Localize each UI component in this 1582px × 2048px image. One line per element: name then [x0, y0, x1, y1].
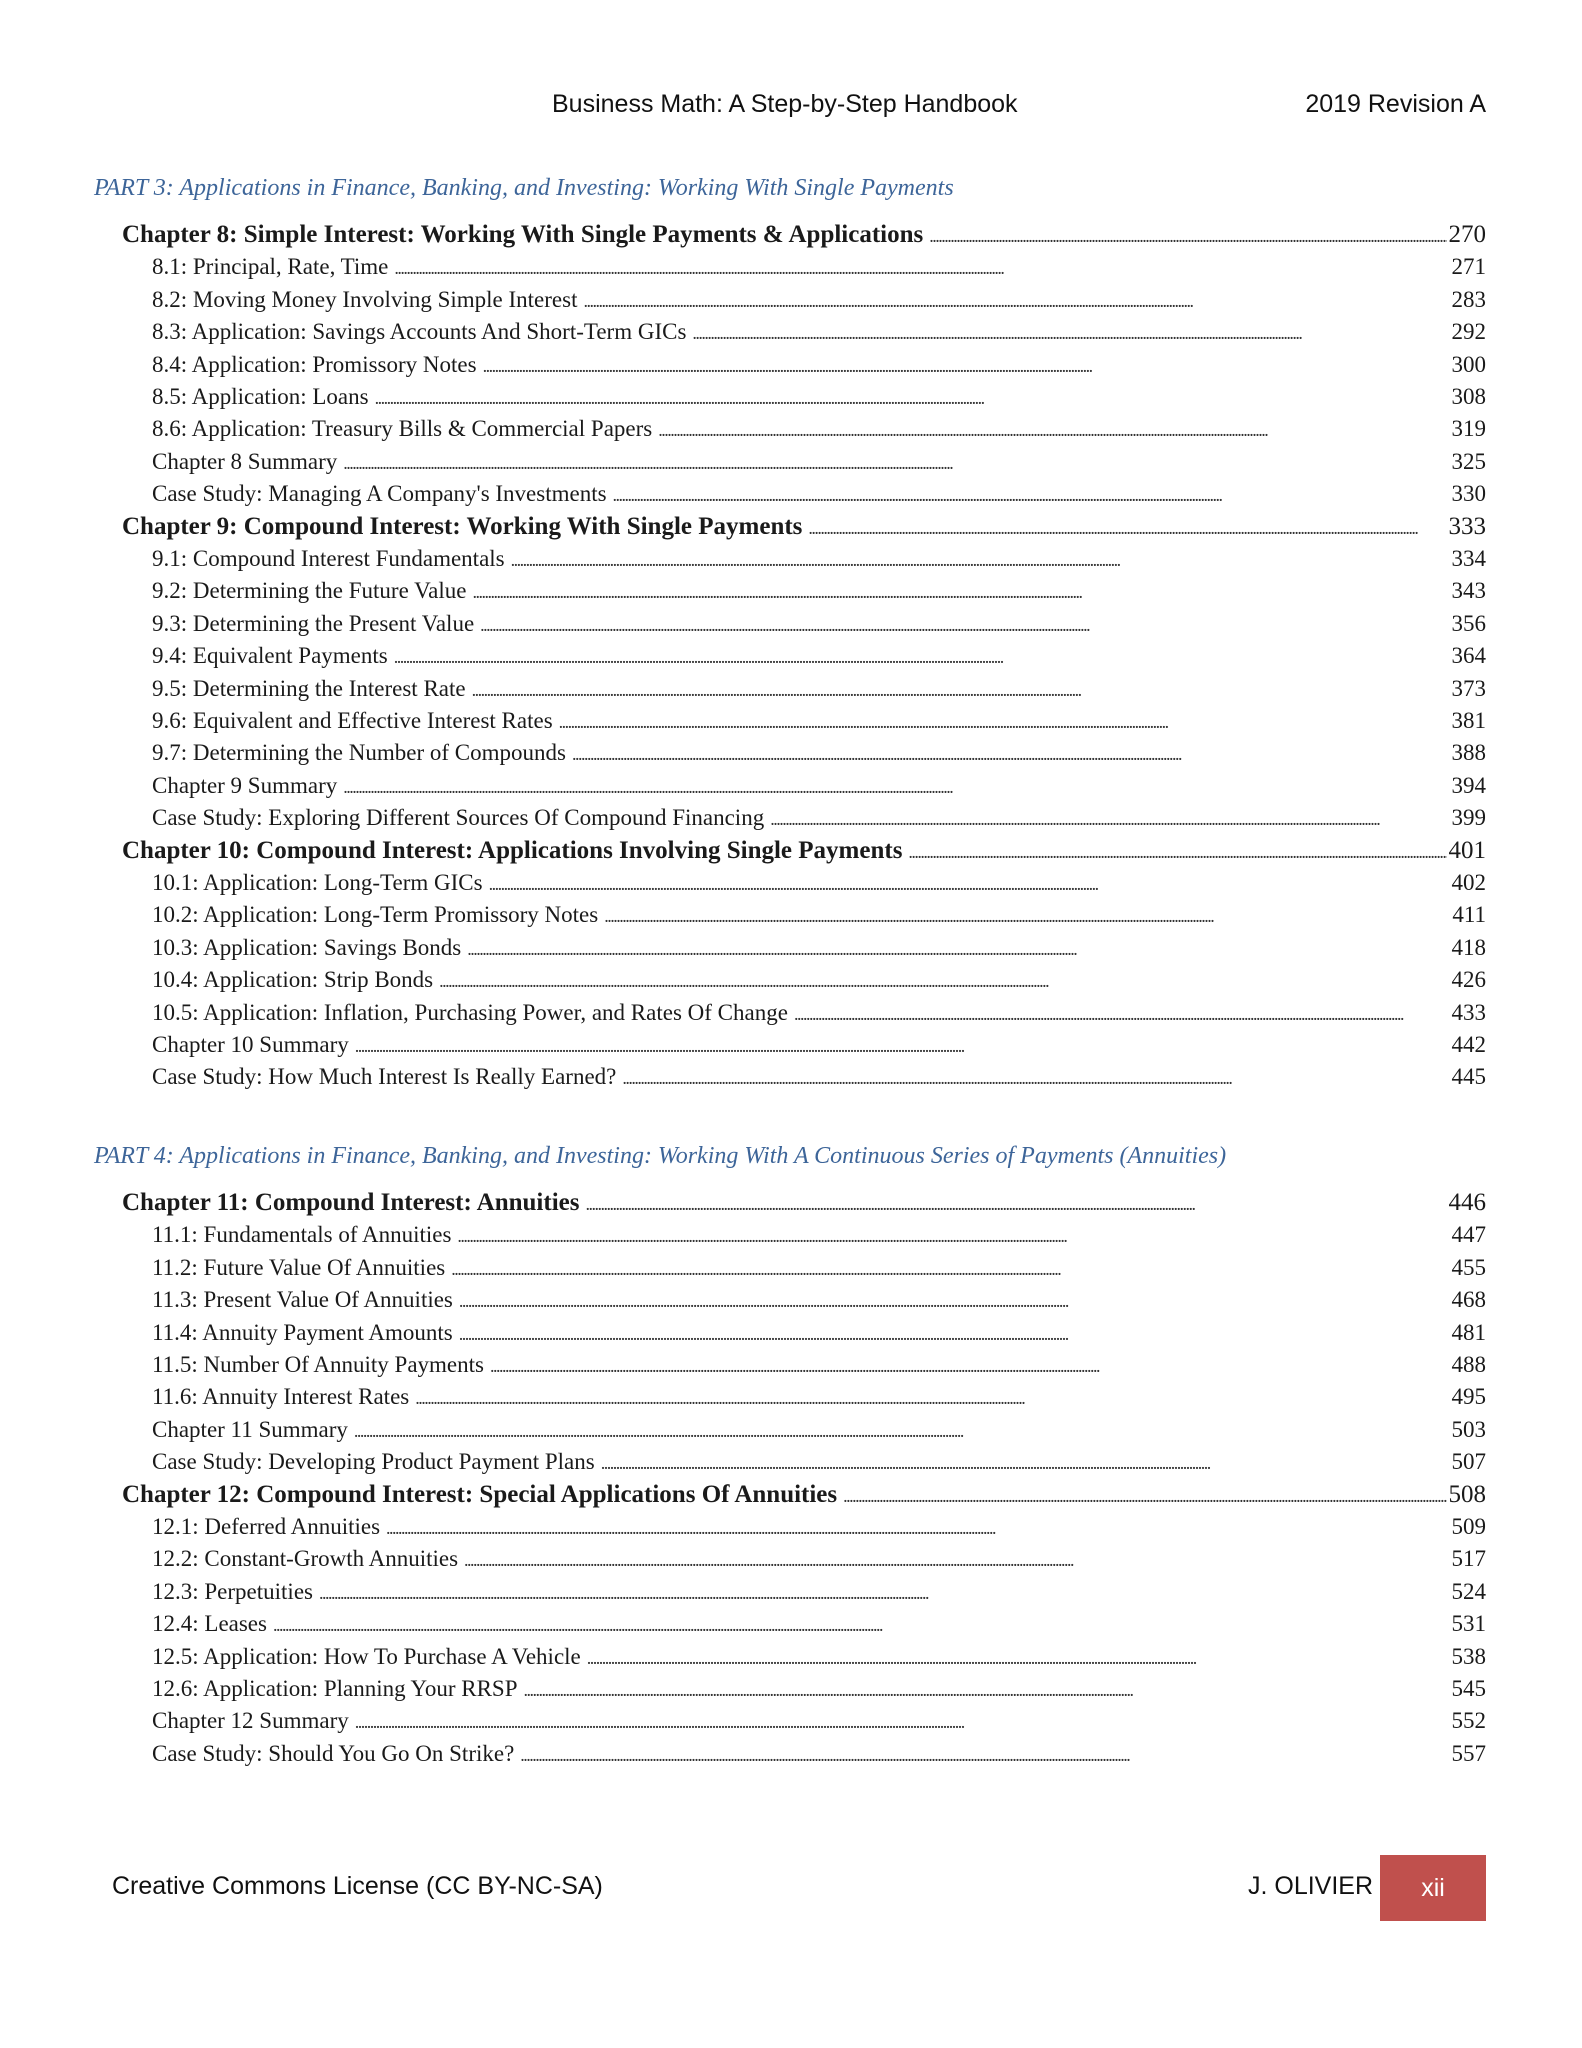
toc-section-entry[interactable]	[152, 770, 1486, 802]
toc-entry-title: 10.3: Application: Savings Bonds	[152, 934, 462, 960]
dot-leader	[613, 478, 1450, 511]
dot-leader	[843, 1479, 1446, 1512]
dot-leader	[622, 1061, 1449, 1094]
toc-entry-title: Chapter 9 Summary	[152, 772, 338, 798]
toc-entry-title: 12.2: Constant-Growth Annuities	[152, 1546, 459, 1572]
toc-section-entry[interactable]	[152, 802, 1486, 834]
toc-page-number: 531	[1451, 1611, 1486, 1637]
dot-leader	[459, 1317, 1450, 1350]
toc-entry-title: 12.4: Leases	[152, 1611, 267, 1637]
toc-entry-title: 8.5: Application: Loans	[152, 384, 369, 409]
toc-entry-title: 11.1: Fundamentals of Annuities	[152, 1222, 452, 1248]
toc-section-entry[interactable]	[152, 1219, 1486, 1251]
toc-page-number: 447	[1451, 1222, 1486, 1248]
toc-page-number: 524	[1451, 1578, 1486, 1604]
toc-section-entry[interactable]	[152, 1511, 1486, 1543]
toc-page-number: 356	[1451, 610, 1486, 636]
toc-page-number: 319	[1451, 416, 1486, 442]
toc-entry-title: 10.2: Application: Long-Term Promissory Notes	[152, 902, 599, 928]
toc-section-entry[interactable]	[152, 673, 1486, 705]
dot-leader	[355, 1029, 1450, 1062]
dot-leader	[464, 1543, 1449, 1576]
dot-leader	[808, 511, 1446, 544]
toc-section-entry[interactable]	[152, 413, 1486, 445]
toc-page-number: 334	[1451, 546, 1486, 571]
page-footer	[0, 1855, 1582, 1921]
toc-entry-title: 10.1: Application: Long-Term GICs	[152, 870, 483, 895]
toc-entry-title: Chapter 8: Simple Interest: Working With Single Payments & Applications	[122, 221, 924, 248]
toc-page-number: 557	[1451, 1740, 1486, 1766]
dot-leader	[490, 1349, 1450, 1382]
toc-page-number: 503	[1451, 1416, 1486, 1442]
revision-label: 2019 Revision A	[1305, 90, 1486, 118]
toc-page-number: 481	[1451, 1319, 1486, 1345]
toc-page-number: 292	[1451, 319, 1486, 345]
toc-page-number: 446	[1448, 1189, 1486, 1216]
toc-section-entry[interactable]	[152, 1252, 1486, 1284]
dot-leader	[472, 673, 1450, 706]
toc-page-number: 381	[1451, 708, 1486, 733]
toc-entry-title: 9.4: Equivalent Payments	[152, 643, 388, 669]
toc-page-number: 468	[1451, 1287, 1486, 1313]
toc-entry-title: 9.5: Determining the Interest Rate	[152, 675, 466, 701]
page-number-badge: xii	[1380, 1855, 1486, 1921]
toc-page-number: 394	[1451, 772, 1486, 798]
toc-page-number: 552	[1451, 1708, 1486, 1734]
toc-entry-title: Chapter 8 Summary	[152, 448, 338, 474]
dot-leader	[394, 251, 1449, 284]
dot-leader	[415, 1381, 1449, 1414]
toc-section-entry[interactable]	[152, 964, 1486, 996]
toc-entry-title: Chapter 11 Summary	[152, 1416, 348, 1442]
toc-page-number: 445	[1451, 1064, 1486, 1090]
toc-section-entry[interactable]	[152, 1414, 1486, 1446]
dot-leader	[770, 802, 1449, 835]
author-name: J. OLIVIER	[1248, 1872, 1374, 1900]
toc-entry-title: Case Study: Developing Product Payment Plans	[152, 1449, 595, 1475]
dot-leader	[583, 284, 1449, 317]
dot-leader	[467, 932, 1449, 965]
dot-leader	[572, 737, 1450, 770]
toc-section-entry[interactable]	[152, 640, 1486, 672]
toc-page-number: 364	[1451, 643, 1486, 669]
toc-page-number: 426	[1451, 967, 1486, 993]
toc-page-number: 488	[1451, 1352, 1486, 1377]
toc-section-entry[interactable]	[152, 705, 1486, 737]
toc-page-number: 399	[1451, 805, 1486, 831]
dot-leader	[394, 640, 1450, 673]
dot-leader	[355, 1705, 1450, 1738]
toc-page-number: 538	[1451, 1643, 1486, 1669]
toc-entry-title: Chapter 10: Compound Interest: Applications Involving Single Payments	[122, 836, 903, 864]
toc-section-entry[interactable]	[152, 737, 1486, 769]
page-header	[0, 90, 1582, 130]
toc-section-entry[interactable]	[152, 1446, 1486, 1478]
toc-page-number: 433	[1451, 999, 1486, 1025]
toc-section-entry[interactable]	[152, 543, 1486, 575]
dot-leader	[483, 349, 1450, 382]
toc-section-entry[interactable]	[152, 478, 1486, 510]
toc-page-number: 283	[1451, 286, 1486, 312]
dot-leader	[343, 446, 1449, 479]
toc-section-entry[interactable]	[152, 932, 1486, 964]
toc-entry-title: 12.5: Application: How To Purchase A Vehicle	[152, 1643, 581, 1669]
dot-leader	[601, 1446, 1450, 1479]
toc-entry-title: 9.7: Determining the Number of Compounds	[152, 740, 566, 766]
toc-page-number: 271	[1451, 254, 1486, 280]
toc-page-number: 270	[1448, 221, 1486, 248]
toc-entry-title: 8.6: Application: Treasury Bills & Commercial Papers	[152, 416, 653, 442]
toc-section-entry[interactable]	[152, 349, 1486, 381]
part-heading: PART 3: Applications in Finance, Banking, and Investing: Working With Single Payments	[94, 175, 954, 201]
toc-page-number: 509	[1451, 1514, 1486, 1539]
toc-section-entry[interactable]	[152, 899, 1486, 931]
toc-page-number: 411	[1452, 902, 1486, 928]
toc-page-number: 325	[1451, 448, 1486, 474]
dot-leader	[908, 835, 1446, 868]
toc-section-entry[interactable]	[152, 1608, 1486, 1640]
toc-page-number: 330	[1451, 481, 1486, 507]
toc-section-entry[interactable]	[152, 1029, 1486, 1061]
toc-entry-title: Case Study: How Much Interest Is Really Earned?	[152, 1064, 617, 1090]
toc-entry-title: 11.4: Annuity Payment Amounts	[152, 1319, 453, 1345]
toc-entry-title: 12.3: Perpetuities	[152, 1578, 313, 1604]
toc-page-number: 508	[1448, 1480, 1486, 1508]
toc-page-number: 545	[1451, 1676, 1486, 1701]
toc-page-number: 300	[1451, 351, 1486, 377]
toc-chapter-entry[interactable]	[122, 511, 1486, 543]
dot-leader	[473, 575, 1450, 608]
dot-leader	[524, 1673, 1450, 1706]
toc-entry-title: 9.3: Determining the Present Value	[152, 610, 475, 636]
toc-entry-title: Chapter 10 Summary	[152, 1032, 349, 1057]
toc-section-entry[interactable]	[152, 1284, 1486, 1316]
toc-section-entry[interactable]	[152, 1317, 1486, 1349]
dot-leader	[604, 899, 1450, 932]
dot-leader	[559, 705, 1450, 738]
dot-leader	[520, 1738, 1449, 1771]
toc-page-number: 388	[1451, 740, 1486, 766]
part-heading: PART 4: Applications in Finance, Banking, and Investing: Working With A Continuous Series of Payments (Annuities)	[94, 1143, 1227, 1169]
toc-page-number: 517	[1451, 1546, 1486, 1572]
dot-leader	[439, 964, 1449, 997]
dot-leader	[354, 1414, 1450, 1447]
toc-entry-title: Chapter 11: Compound Interest: Annuities	[122, 1189, 580, 1216]
toc-section-entry[interactable]	[152, 251, 1486, 283]
toc-section-entry[interactable]	[152, 867, 1486, 899]
toc-page-number: 402	[1451, 870, 1486, 895]
dot-leader	[511, 543, 1450, 576]
toc-entry-title: 8.3: Application: Savings Accounts And Short-Term GICs	[152, 319, 687, 345]
dot-leader	[489, 867, 1450, 900]
toc-section-entry[interactable]	[152, 1641, 1486, 1673]
toc-entry-title: Chapter 12 Summary	[152, 1708, 349, 1734]
toc-entry-title: 8.2: Moving Money Involving Simple Interest	[152, 286, 578, 312]
toc-entry-title: 8.4: Application: Promissory Notes	[152, 351, 477, 377]
toc-entry-title: 10.4: Application: Strip Bonds	[152, 967, 434, 993]
dot-leader	[273, 1608, 1450, 1641]
toc-page-number: 418	[1451, 934, 1486, 960]
toc-page-number: 442	[1451, 1032, 1486, 1057]
toc-entry-title: 9.1: Compound Interest Fundamentals	[152, 546, 505, 571]
toc-section-entry[interactable]	[152, 1673, 1486, 1705]
toc-page-number: 495	[1451, 1384, 1486, 1410]
toc-section-entry[interactable]	[152, 575, 1486, 607]
toc-entry-title: 11.5: Number Of Annuity Payments	[152, 1352, 484, 1377]
toc-section-entry[interactable]	[152, 1543, 1486, 1575]
toc-chapter-entry[interactable]	[122, 1187, 1486, 1219]
toc-entry-title: Case Study: Exploring Different Sources Of Compound Financing	[152, 805, 765, 831]
toc-section-entry[interactable]	[152, 1576, 1486, 1608]
toc-page-number: 343	[1451, 578, 1486, 604]
toc-section-entry[interactable]	[152, 1381, 1486, 1413]
toc-entry-title: 10.5: Application: Inflation, Purchasing Power, and Rates Of Change	[152, 999, 788, 1025]
toc-page-number: 373	[1451, 675, 1486, 701]
toc-chapter-entry[interactable]	[122, 219, 1486, 251]
toc-section-entry[interactable]	[152, 316, 1486, 348]
toc-entry-title: 11.6: Annuity Interest Rates	[152, 1384, 410, 1410]
toc-section-entry[interactable]	[152, 1061, 1486, 1093]
toc-page-number: 507	[1451, 1449, 1486, 1475]
toc-entry-title: Case Study: Managing A Company's Investments	[152, 481, 607, 507]
dot-leader	[692, 316, 1449, 349]
toc-page-number: 333	[1448, 512, 1486, 540]
dot-leader	[457, 1219, 1449, 1252]
toc-chapter-entry[interactable]	[122, 1479, 1486, 1511]
toc-entry-title: Chapter 12: Compound Interest: Special Applications Of Annuities	[122, 1480, 838, 1508]
toc-entry-title: Chapter 9: Compound Interest: Working With Single Payments	[122, 512, 803, 540]
dot-leader	[375, 381, 1450, 414]
toc-entry-title: Case Study: Should You Go On Strike?	[152, 1740, 515, 1766]
toc-entry-title: 11.3: Present Value Of Annuities	[152, 1287, 453, 1313]
toc-section-entry[interactable]	[152, 997, 1486, 1029]
dot-leader	[459, 1284, 1450, 1317]
toc-section-entry[interactable]	[152, 446, 1486, 478]
book-title: Business Math: A Step-by-Step Handbook	[552, 90, 1018, 118]
dot-leader	[319, 1576, 1450, 1609]
toc-section-entry[interactable]	[152, 1738, 1486, 1770]
dot-leader	[585, 1187, 1446, 1220]
toc-page-number: 455	[1451, 1254, 1486, 1280]
toc-entry-title: 12.6: Application: Planning Your RRSP	[152, 1676, 518, 1701]
dot-leader	[587, 1641, 1450, 1674]
toc-entry-title: 9.6: Equivalent and Effective Interest Rates	[152, 708, 553, 733]
toc-entry-title: 12.1: Deferred Annuities	[152, 1514, 381, 1539]
dot-leader	[343, 770, 1449, 803]
toc-section-entry[interactable]	[152, 608, 1486, 640]
toc-entry-title: 8.1: Principal, Rate, Time	[152, 254, 389, 280]
toc-page-number: 308	[1451, 384, 1486, 409]
dot-leader	[658, 413, 1449, 446]
toc-page-number: 401	[1448, 836, 1486, 864]
dot-leader	[794, 997, 1450, 1030]
dot-leader	[929, 219, 1446, 252]
toc-section-entry[interactable]	[152, 1705, 1486, 1737]
toc-section-entry[interactable]	[152, 381, 1486, 413]
toc-entry-title: 11.2: Future Value Of Annuities	[152, 1254, 446, 1280]
dot-leader	[451, 1252, 1449, 1285]
dot-leader	[386, 1511, 1449, 1544]
toc-section-entry[interactable]	[152, 284, 1486, 316]
toc-entry-title: 9.2: Determining the Future Value	[152, 578, 467, 604]
toc-chapter-entry[interactable]	[122, 835, 1486, 867]
license-text: Creative Commons License (CC BY-NC-SA)	[112, 1872, 603, 1900]
dot-leader	[480, 608, 1449, 641]
toc-section-entry[interactable]	[152, 1349, 1486, 1381]
